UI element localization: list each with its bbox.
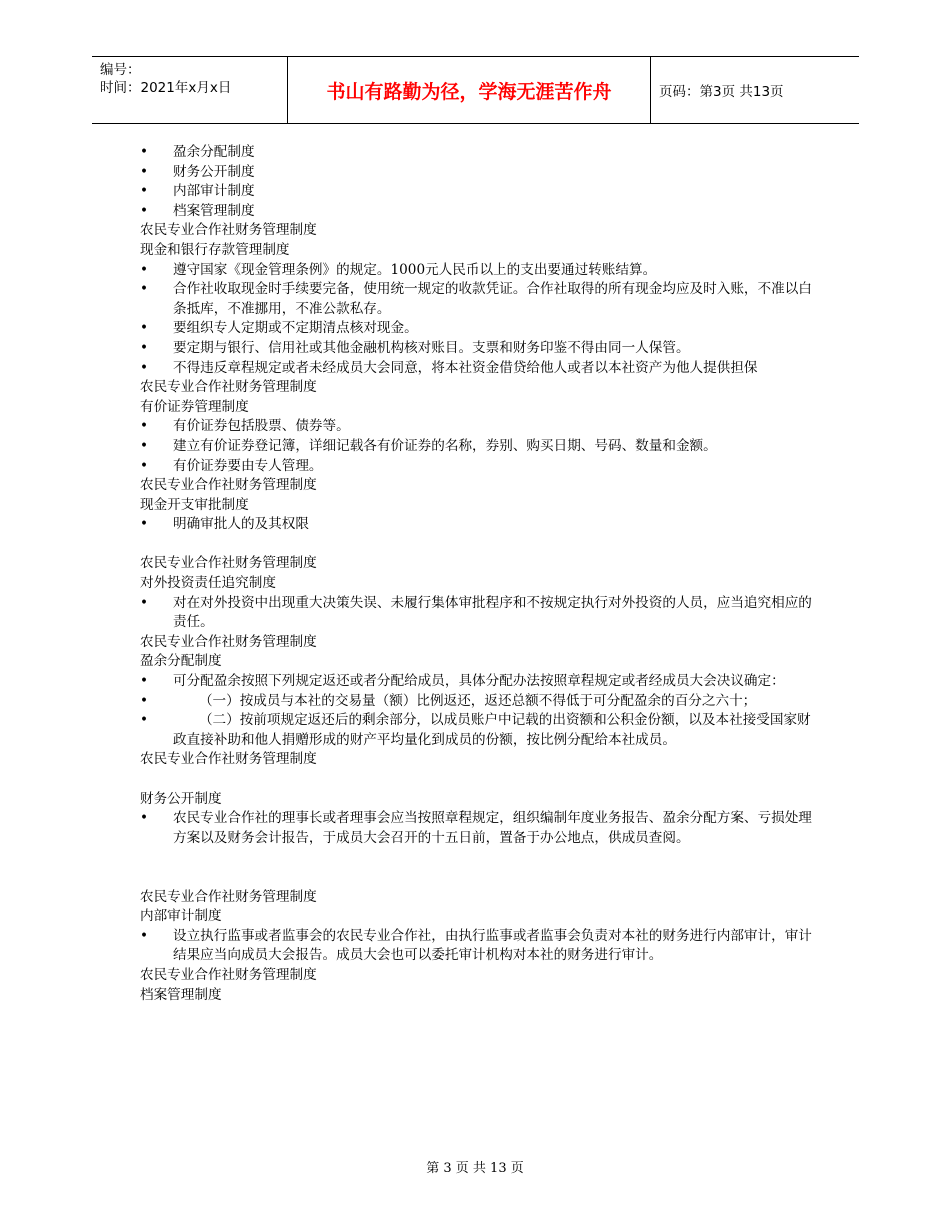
text-line: 农民专业合作社财务管理制度	[140, 555, 317, 572]
bullet-icon: •	[140, 359, 149, 376]
header-page-info: 页码：第3页 共13页	[659, 84, 784, 100]
bullet-icon: •	[140, 261, 149, 278]
bullet-text: 有价证券包括股票、债券等。	[173, 418, 350, 435]
bullet-item	[140, 163, 820, 183]
bullet-icon: •	[140, 339, 149, 356]
header-motto: 书山有路勤为径，学海无涯苦作舟	[287, 57, 651, 123]
page-footer: 第 3 页 共 13 页	[426, 1161, 524, 1176]
bullet-text: 合作社收取现金时手续要完备，使用统一规定的收款凭证。合作社取得的所有现金均应及时入账，不准以白条抵库，不准挪用，不准公款私存。	[173, 281, 812, 317]
bullet-icon: •	[140, 202, 149, 219]
bullet-item	[140, 339, 820, 359]
bullet-icon: •	[140, 673, 149, 690]
text-line: 农民专业合作社财务管理制度	[140, 633, 317, 650]
text-line: 档案管理制度	[140, 986, 222, 1003]
bullet-text: 明确审批人的及其权限	[173, 516, 309, 533]
bullet-icon: •	[140, 144, 149, 160]
bullet-item	[140, 182, 820, 202]
bullet-icon: •	[140, 810, 149, 827]
bullet-text: 可分配盈余按照下列规定返还或者分配给成员，具体分配办法按照章程规定或者经成员大会决议确定：	[173, 673, 785, 690]
bullet-text: 有价证券要由专人管理。	[173, 457, 323, 474]
bullet-item	[140, 672, 820, 692]
text-line: 农民专业合作社财务管理制度	[140, 751, 317, 768]
bullet-text: （二）按前项规定返还后的剩余部分，以成员账户中记载的出资额和公积金份额，以及本社接受国家财政直接补助和他人捐赠形成的财产平均量化到成员的份额，按比例分配给本社成员。	[173, 712, 811, 748]
bullet-text: 要定期与银行、信用社或其他金融机构核对账目。支票和财务印鉴不得由同一人保管。	[173, 339, 690, 356]
bullet-item	[140, 594, 820, 633]
text-line: 农民专业合作社财务管理制度	[140, 477, 317, 494]
bullet-text: （一）按成员与本社的交易量（额）比例返还，返还总额不得低于可分配盈余的百分之六十；	[173, 692, 757, 709]
bullet-icon: •	[140, 320, 149, 337]
bullet-text: 设立执行监事或者监事会的农民专业合作社，由执行监事或者监事会负责对本社的财务进行内部审计，审计结果应当向成员大会报告。成员大会也可以委托审计机构对本社的财务进行审计。	[173, 927, 812, 964]
bullet-item	[140, 261, 820, 281]
bullet-text: 财务公开制度	[173, 163, 255, 180]
bullet-item	[140, 692, 820, 712]
bullet-item	[140, 437, 820, 457]
bullet-icon: •	[140, 594, 149, 611]
bullet-item	[140, 457, 820, 477]
text-line: 内部审计制度	[140, 908, 222, 925]
bullet-icon: •	[140, 516, 149, 533]
bullet-icon: •	[140, 437, 149, 454]
bullet-icon: •	[140, 927, 149, 944]
text-line: 现金开支审批制度	[140, 496, 249, 513]
text-line: 盈余分配制度	[140, 653, 222, 670]
bullet-item	[140, 515, 820, 535]
blank-line	[140, 868, 820, 888]
bullet-text: 对在对外投资中出现重大决策失误、未履行集体审批程序和不按规定执行对外投资的人员，应当追究相应的责任。	[173, 594, 812, 631]
document-body	[140, 143, 820, 1005]
bullet-item	[140, 280, 820, 319]
blank-line	[140, 770, 820, 790]
bullet-icon: •	[140, 457, 149, 474]
text-line: 现金和银行存款管理制度	[140, 241, 290, 258]
bullet-item	[140, 202, 820, 222]
bullet-text: 盈余分配制度	[173, 144, 255, 160]
bullet-text: 不得违反章程规定或者未经成员大会同意，将本社资金借贷给他人或者以本社资产为他人提供担保	[173, 359, 758, 376]
text-line: 对外投资责任追究制度	[140, 575, 276, 592]
header-meta	[92, 57, 287, 123]
bullet-text: 档案管理制度	[173, 202, 255, 219]
bullet-item	[140, 927, 820, 966]
text-line: 农民专业合作社财务管理制度	[140, 888, 317, 905]
bullet-icon: •	[140, 712, 149, 729]
bullet-icon: •	[140, 692, 149, 709]
bullet-icon: •	[140, 163, 149, 180]
bullet-item	[140, 417, 820, 437]
bullet-text: 遵守国家《现金管理条例》的规定。1000元人民币以上的支出要通过转账结算。	[173, 261, 657, 278]
bullet-icon: •	[140, 418, 149, 435]
blank-line	[140, 535, 820, 555]
bullet-icon: •	[140, 281, 149, 298]
text-line: 财务公开制度	[140, 790, 222, 807]
page-header	[92, 56, 859, 124]
bullet-item	[140, 319, 820, 339]
bullet-text: 要组织专人定期或不定期清点核对现金。	[173, 320, 418, 337]
bullet-item	[140, 809, 820, 848]
document-time-label: 时间：2021年x月x日	[100, 80, 232, 96]
text-line: 有价证券管理制度	[140, 398, 249, 415]
text-line: 农民专业合作社财务管理制度	[140, 379, 317, 396]
bullet-text: 建立有价证券登记簿，详细记载各有价证券的名称，券别、购买日期、号码、数量和金额。	[173, 437, 717, 454]
bullet-item	[140, 359, 820, 379]
text-line: 农民专业合作社财务管理制度	[140, 966, 317, 983]
blank-line	[140, 848, 820, 868]
bullet-item	[140, 143, 820, 163]
document-number-label: 编号：	[100, 62, 141, 78]
text-line: 农民专业合作社财务管理制度	[140, 222, 317, 239]
bullet-icon: •	[140, 183, 149, 200]
bullet-text: 内部审计制度	[173, 183, 255, 200]
bullet-item	[140, 711, 820, 750]
bullet-text: 农民专业合作社的理事长或者理事会应当按照章程规定，组织编制年度业务报告、盈余分配方案、亏损处理方案以及财务会计报告，于成员大会召开的十五日前，置备于办公地点，供成员查阅。	[173, 810, 812, 846]
